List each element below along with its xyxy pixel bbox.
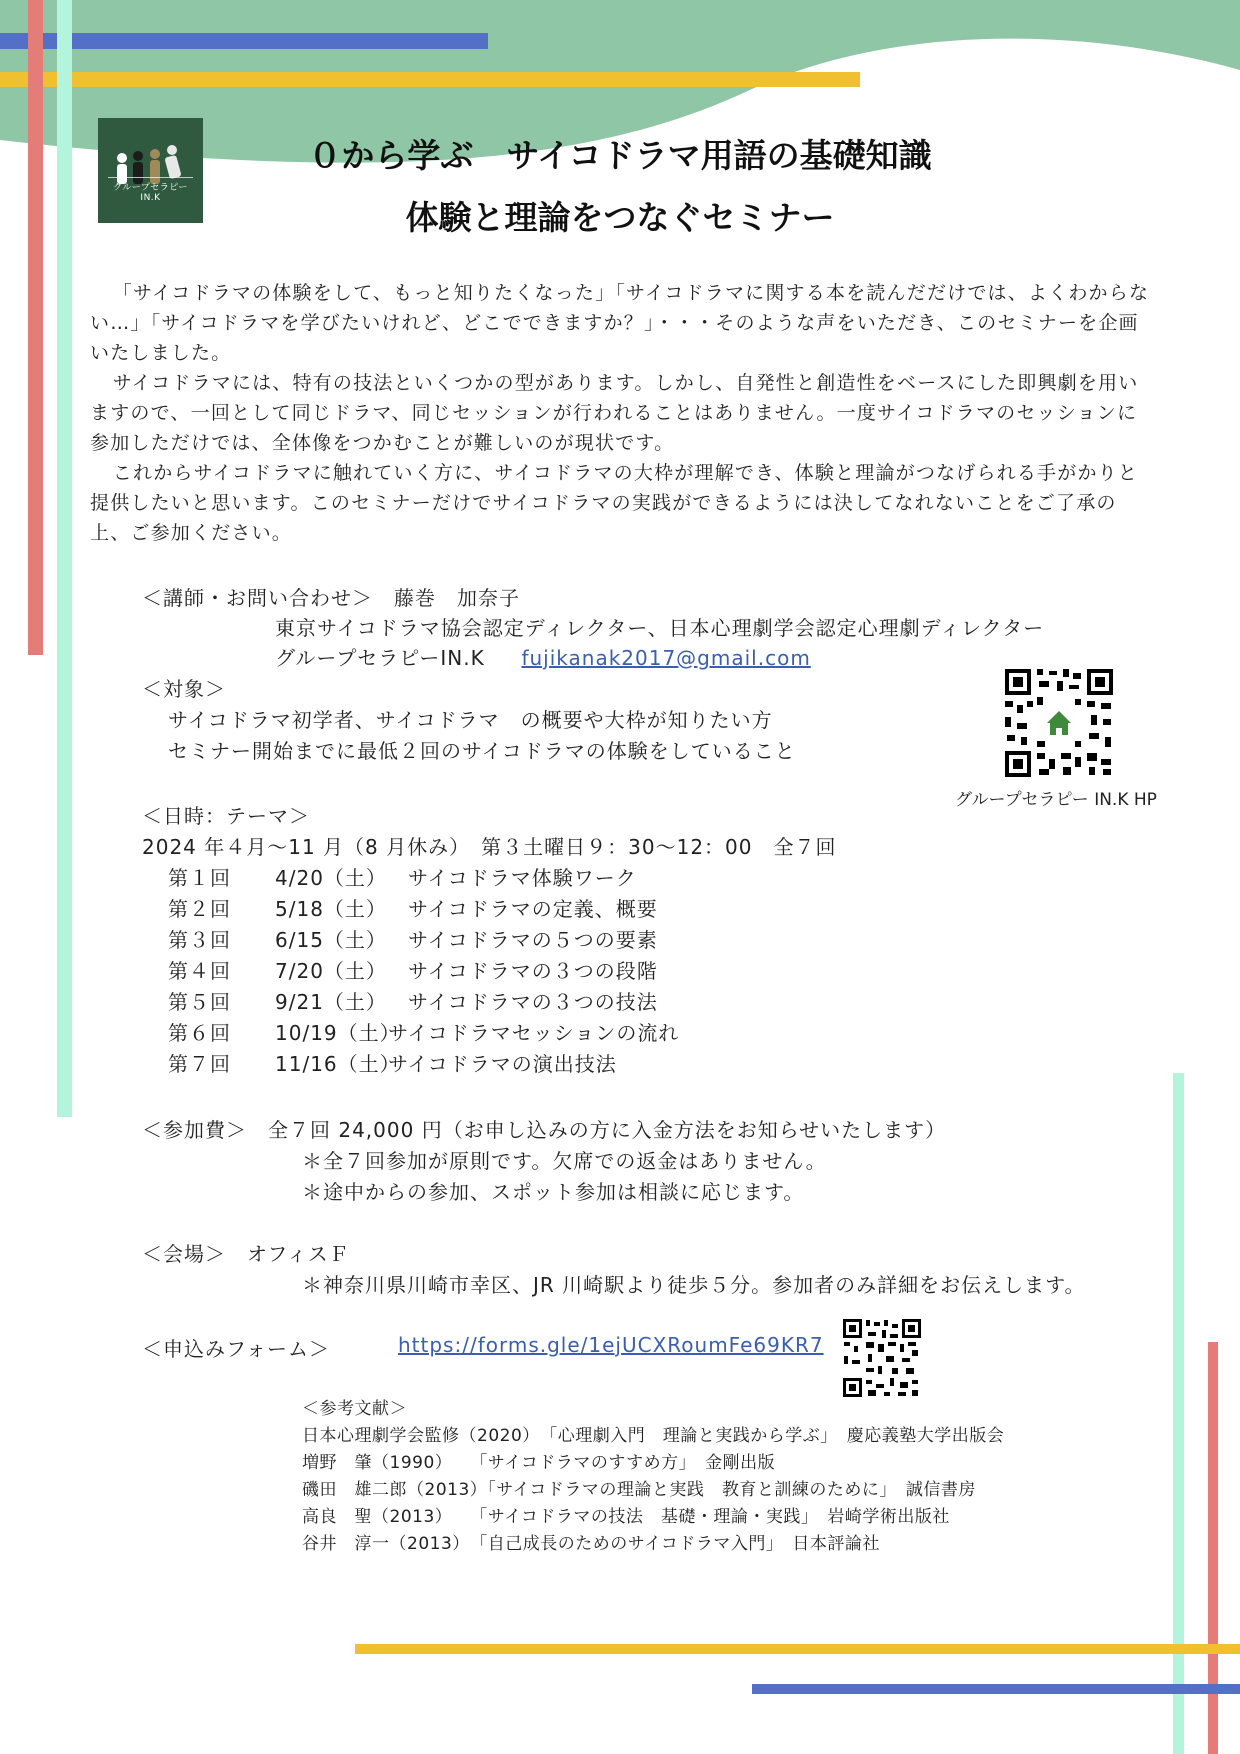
blue-bar-bottom <box>752 1684 1240 1694</box>
form-heading: ＜申込みフォーム＞ <box>142 1337 330 1361</box>
schedule-summary: 2024 年４月〜11 月（8 月休み） 第３土曜日９：30〜12：00 全７回 <box>142 835 837 859</box>
reference-item: 谷井 淳一（2013） 「自己成長のためのサイコドラマ入門」 日本評論社 <box>302 1534 880 1554</box>
logo-text: グループセラピーIN.K <box>108 177 193 203</box>
fee-note-1: ＊全７回参加が原則です。欠席での返金はありません。 <box>302 1149 827 1173</box>
instructor-credentials: 東京サイコドラマ協会認定ディレクター、日本心理劇学会認定心理劇ディレクター <box>275 616 1045 640</box>
session-date: 6/15（土） <box>275 928 387 952</box>
session-date: 9/21（土） <box>275 990 387 1014</box>
session-number: 第１回 <box>168 866 231 890</box>
intro-paragraph-2: サイコドラマには、特有の技法といくつかの型があります。しかし、自発性と創造性をベースにした即興劇を用いますので、一回として同じドラマ、同じセッションが行われることはありません。一度サイコドラマのセッションに参加しただけでは、全体像をつかむことが難しいのが現状です。 <box>90 372 1139 454</box>
session-number: 第２回 <box>168 897 231 921</box>
red-stripe-left <box>28 0 43 655</box>
title-line-1: ０から学ぶ サイコドラマ用語の基礎知識 <box>308 136 932 175</box>
references-heading: ＜参考文献＞ <box>302 1399 407 1419</box>
instructor-org-line <box>275 642 811 671</box>
qr-code-form[interactable] <box>842 1318 922 1398</box>
intro-paragraph-1: 「サイコドラマの体験をして、もっと知りたくなった」「サイコドラマに関する本を読んだだけでは、よくわからない…」「サイコドラマを学びたいけれど、どこでできますか？」・・・そのような声をいただき、このセミナーを企画いたしました。 <box>90 282 1150 364</box>
reference-item: 磯田 雄二郎（2013）「サイコドラマの理論と実践 教育と訓練のために」 誠信書房 <box>302 1480 976 1500</box>
reference-item: 増野 肇（1990） 「サイコドラマのすすめ方」 金剛出版 <box>302 1453 776 1473</box>
target-line-1: サイコドラマ初学者、サイコドラマ の概要や大枠が知りたい方 <box>168 708 773 732</box>
session-theme: サイコドラマの３つの技法 <box>408 990 658 1014</box>
instructor-heading: ＜講師・お問い合わせ＞ 藤巻 加奈子 <box>142 586 520 610</box>
reference-item: 高良 聖（2013） 「サイコドラマの技法 基礎・理論・実践」 岩崎学術出版社 <box>302 1507 950 1527</box>
venue-heading: ＜会場＞ オフィスＦ <box>142 1242 350 1266</box>
session-number: 第３回 <box>168 928 231 952</box>
session-number: 第５回 <box>168 990 231 1014</box>
session-date: 11/16（土） <box>275 1052 401 1076</box>
instructor-org: グループセラピーIN.K <box>275 646 485 670</box>
schedule-heading: ＜日時：テーマ＞ <box>142 804 310 828</box>
intro-paragraph-3: これからサイコドラマに触れていく方に、サイコドラマの大枠が理解でき、体験と理論がつなげられる手がかりと提供したいと思います。このセミナーだけでサイコドラマの実践ができるようには決してなれないことをご了承の上、ご参加ください。 <box>90 462 1139 544</box>
yellow-bar-bottom <box>355 1644 1240 1654</box>
qr-code-homepage[interactable] <box>1003 667 1115 779</box>
session-number: 第６回 <box>168 1021 231 1045</box>
logo <box>98 118 203 223</box>
form-link[interactable]: https://forms.gle/1ejUCXRoumFe69KR7 <box>398 1333 824 1357</box>
target-line-2: セミナー開始までに最低２回のサイコドラマの体験をしていること <box>168 739 796 763</box>
session-number: 第７回 <box>168 1052 231 1076</box>
session-date: 7/20（土） <box>275 959 387 983</box>
session-number: 第４回 <box>168 959 231 983</box>
blue-bar-top <box>0 33 488 49</box>
fee-heading: ＜参加費＞ 全７回 24,000 円（お申し込みの方に入金方法をお知らせいたします） <box>142 1118 947 1142</box>
title-line-2: 体験と理論をつなぐセミナー <box>405 198 835 237</box>
target-heading: ＜対象＞ <box>142 677 226 701</box>
intro-text <box>90 278 1150 548</box>
session-theme: サイコドラマの定義、概要 <box>408 897 658 921</box>
session-theme: サイコドラマ体験ワーク <box>408 866 637 890</box>
session-theme: サイコドラマの３つの段階 <box>408 959 658 983</box>
session-date: 4/20（土） <box>275 866 387 890</box>
session-theme: サイコドラマの５つの要素 <box>408 928 658 952</box>
mint-stripe-left <box>57 0 72 1117</box>
session-date: 5/18（土） <box>275 897 387 921</box>
session-theme: サイコドラマの演出技法 <box>388 1052 617 1076</box>
qr-caption-homepage: グループセラピー IN.K HP <box>955 790 1157 810</box>
venue-note: ＊神奈川県川崎市幸区、JR 川崎駅より徒歩５分。参加者のみ詳細をお伝えします。 <box>302 1273 1086 1297</box>
session-theme: サイコドラマセッションの流れ <box>388 1021 680 1045</box>
fee-note-2: ＊途中からの参加、スポット参加は相談に応じます。 <box>302 1180 805 1204</box>
email-link[interactable]: fujikanak2017@gmail.com <box>521 646 811 670</box>
session-date: 10/19（土） <box>275 1021 401 1045</box>
reference-item: 日本心理劇学会監修（2020） 「心理劇入門 理論と実践から学ぶ」 慶応義塾大学出版会 <box>302 1426 1005 1446</box>
yellow-bar-top <box>0 72 860 87</box>
